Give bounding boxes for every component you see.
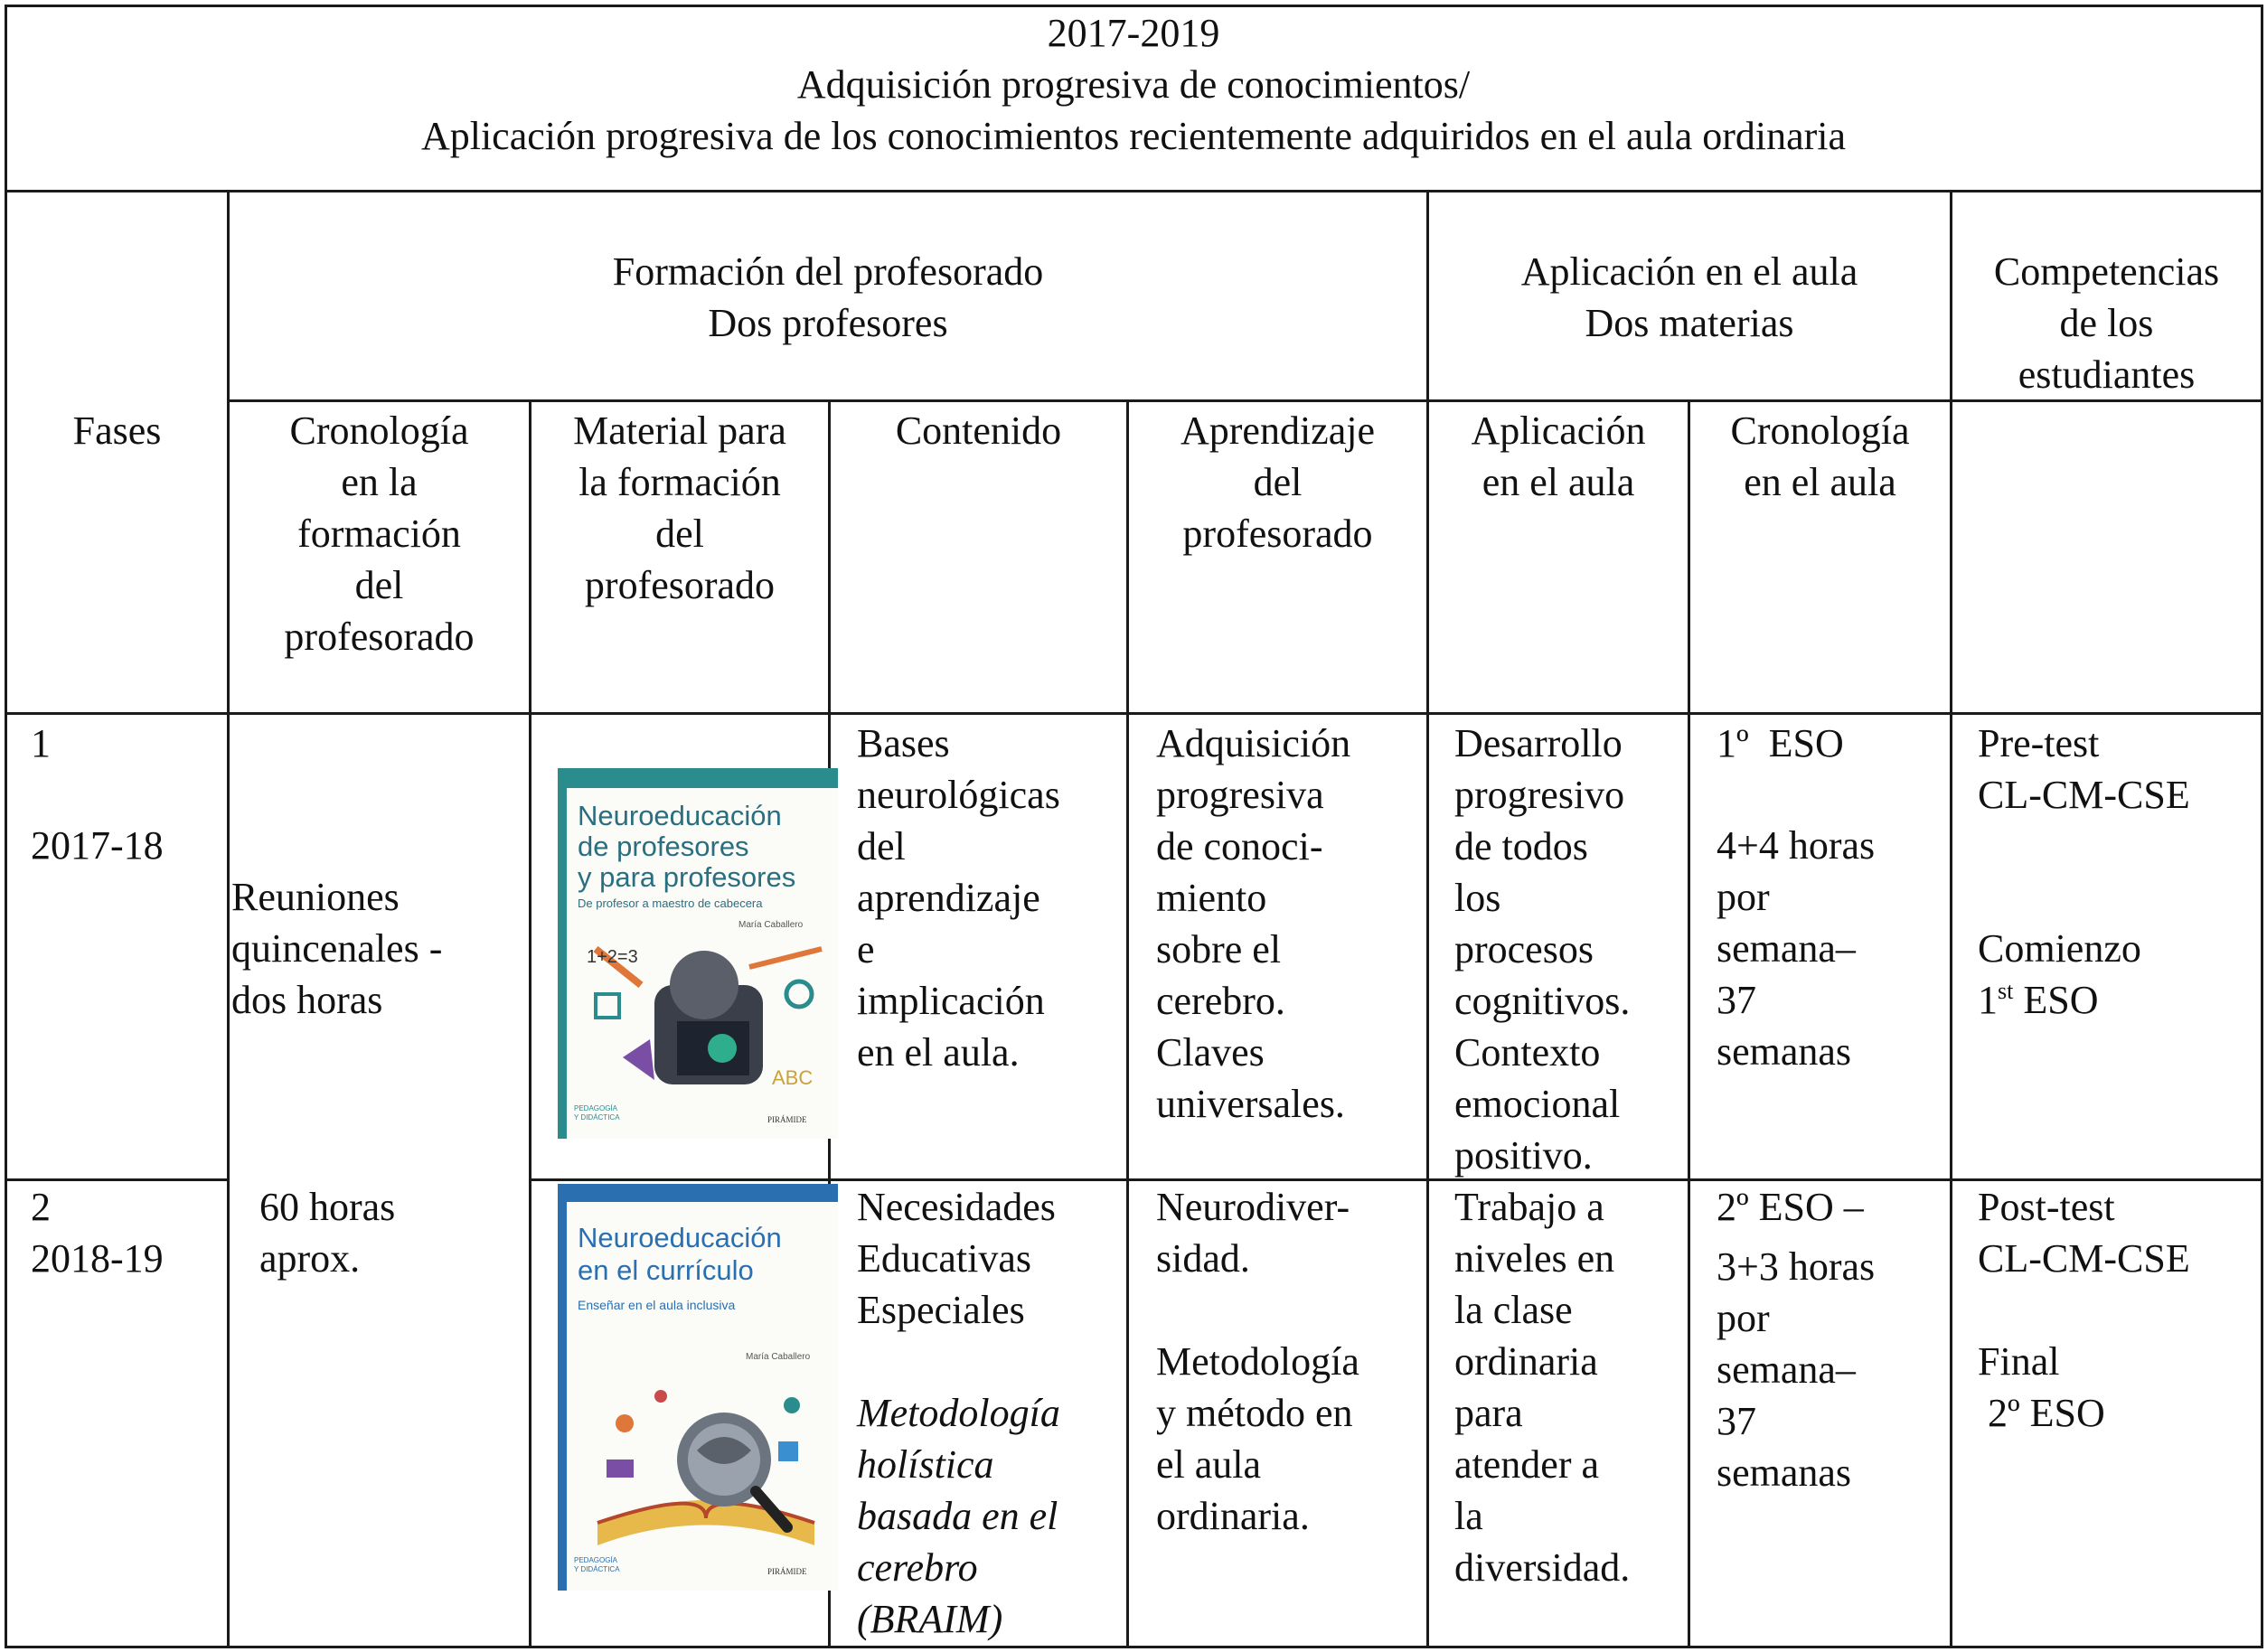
title-line-2: Adquisición progresiva de conocimientos/ [796,62,1471,107]
book-cover-subtitle: De profesor a maestro de cabecera [578,896,763,910]
book-cover-series: PEDAGOGÍA Y DIDÁCTICA [574,1556,620,1573]
group-header-formacion: Formación del profesorado Dos profesores [612,249,1044,345]
book-cover-neuroeducacion-profesores [558,768,838,1139]
competencias-test: Post-test CL-CM-CSE [1978,1185,2190,1281]
column-header-contenido: Contenido [895,408,1062,453]
border-right [2261,5,2263,1648]
book-cover-accent-bar [558,768,838,788]
border-cron-aula [1950,190,1952,1648]
column-header-aplicacion-aula: Aplicación en el aula [1471,408,1646,504]
aprendizaje-cell: Adquisición progresiva de conoci- miento sobre el cerebro. Claves universales. [1156,721,1351,1126]
book-cover-spine [558,768,567,1139]
book-cover-publisher: PIRÁMIDE [767,1115,807,1124]
book-cover-illustration [570,1369,836,1550]
book-cover-author: María Caballero [746,1352,811,1362]
table-title [7,7,2260,162]
book-cover-title: Neuroeducación de profesores y para profesores [578,800,796,893]
border-contenido [1126,399,1129,1648]
title-line-3: Aplicación progresiva de los conocimientos recientemente adquiridos en el aula ordinaria [420,114,1847,158]
cronologia-curso: 1º ESO [1717,721,1844,765]
fase-years: 2017-18 [31,823,164,868]
competencias-level-number: 1 [1978,978,1998,1022]
border-header-bottom [5,712,2263,715]
aplicacion-cell: Trabajo a niveles en la clase ordinaria para atender a la diversidad. [1454,1185,1631,1590]
column-header-aprendizaje: Aprendizaje del profesorado [1181,408,1375,556]
fase-number: 1 [31,721,51,765]
competencias-label: Comienzo [1978,926,2141,971]
book-cover-series: PEDAGOGÍA Y DIDÁCTICA [574,1104,620,1122]
competencias-level: 2º ESO [1978,1391,2105,1435]
competencias-label: Final [1978,1339,2060,1384]
column-header-cronologia-aula: Cronología en el aula [1730,408,1910,504]
border-bottom [5,1646,2263,1648]
cronologia-horas-total: 60 horas aprox. [259,1185,396,1281]
competencias-level-text: ESO [2013,978,2099,1022]
column-header-cronologia-formacion: Cronología en la formación del profesorado [284,408,475,659]
book-cover-accent-bar [558,1184,838,1202]
border-title-bottom [5,190,2263,192]
contenido-cell: Necesidades Educativas Especiales [857,1185,1056,1332]
border-aplicacion [1688,399,1690,1648]
competencias-test: Pre-test CL-CM-CSE [1978,721,2190,817]
group-header-competencias: Competencias de los estudiantes [1993,249,2220,397]
cronologia-horas: 3+3 horas por semana– 37 semanas [1717,1244,1876,1495]
svg-text:1+2=3: 1+2=3 [587,947,638,967]
title-years: 2017-2019 [1047,11,1220,55]
book-cover-title: Neuroeducación en el currículo [578,1222,782,1286]
aprendizaje-cell: Neurodiver- sidad. Metodología y método en el aula ordinaria. [1156,1185,1359,1538]
contenido-cell: Bases neurológicas del aprendizaje e implicación en el aula. [857,721,1060,1075]
column-header-material: Material para la formación del profesorado [573,408,786,607]
book-cover-illustration [569,931,836,1094]
group-header-aplicacion: Aplicación en el aula Dos materias [1520,249,1858,345]
aplicacion-cell: Desarrollo progresivo de todos los procesos cognitivos. Contexto emocional positivo. [1454,721,1631,1178]
competencias-level-superscript: st [1998,978,2014,1004]
border-left [5,5,7,1648]
fase-number: 2 [31,1185,51,1229]
fase-years: 2018-19 [31,1236,164,1281]
cronologia-horas: 4+4 horas por semana– 37 semanas [1717,823,1876,1074]
column-header-fases: Fases [72,408,162,453]
book-cover-author: María Caballero [738,920,804,930]
book-cover-publisher: PIRÁMIDE [767,1567,807,1576]
contenido-methodology: Metodología holística basada en el cerebro (BRAIM) [857,1391,1060,1641]
cronologia-reuniones: Reuniones quincenales - dos horas [231,875,443,1022]
svg-text:ABC: ABC [772,1066,814,1089]
cronologia-curso: 2º ESO – [1717,1185,1864,1229]
competencias-level [1978,974,2098,1026]
book-cover-subtitle: Enseñar en el aula inclusiva [578,1298,736,1312]
book-cover-neuroeducacion-curriculo [558,1184,838,1591]
book-cover-spine [558,1184,567,1591]
